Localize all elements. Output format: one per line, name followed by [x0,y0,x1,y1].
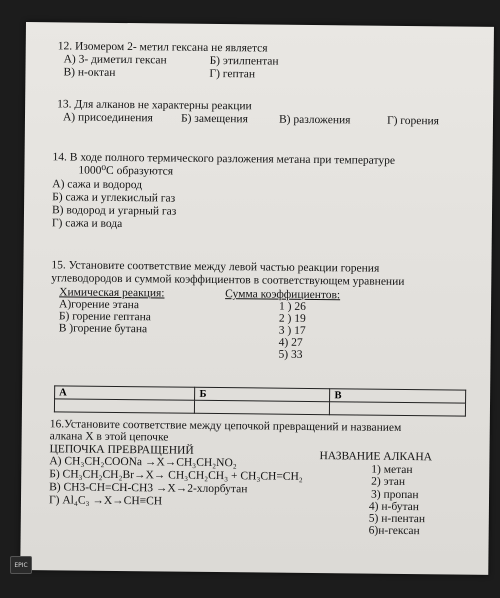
reaction-column-header: Химическая реакция: [59,286,165,300]
reaction-item: В )горение бутана [58,322,148,336]
answer-header-a: А [55,386,196,400]
question-14-option-a: А) сажа и водород [52,178,143,192]
answer-header-b: Б [195,387,330,401]
question-12-title: 12. Изомером 2- метил гексана не является [57,40,268,55]
sum-item: 5) 33 [278,348,303,361]
answer-cell-b[interactable] [195,400,330,414]
question-12-option-g: Г) гептан [209,67,256,81]
question-13-option-a: А) присоединения [62,111,153,125]
question-12-option-v: В) н-октан [63,66,116,79]
alkane-item: 1) метан [371,463,413,477]
question-13-option-v: В) разложения [278,113,351,127]
answer-table [54,385,466,416]
question-16-title-line2: алкана Х в этой цепочке [49,430,169,444]
question-15-title: 15. Установите соответствие между левой частью реакции горения [51,259,380,275]
sum-column-header: Сумма коэффициентов: [225,288,341,302]
alkane-item: 6)н-гексан [368,524,420,538]
question-12-option-a: А) 3- диметил гексан [63,53,167,67]
question-14-option-g: Г) сажа и вода [51,217,123,231]
chain-item: Б) CH₃CH₂CH₂Br→X→ CH₃CH₂CH₃ + CH₃CH=CH₂ [49,468,303,483]
answer-cell-a[interactable] [54,399,195,413]
reaction-item: Б) горение гептана [58,310,151,324]
question-14-title: 14. В ходе полного термического разложения метана при температуре [52,151,396,167]
sum-item: 1 ) 26 [278,300,306,313]
alkane-item: 2) этан [371,475,406,488]
sum-item: 3 ) 17 [278,324,306,337]
chain-column-header: ЦЕПОЧКА ПРЕВРАЩЕНИЙ [49,443,194,457]
sum-item: 4) 27 [278,336,303,349]
alkane-item: 3) пропан [371,488,419,502]
question-13-title: 13. Для алканов не характерны реакции [57,98,252,113]
worksheet-page [20,22,494,575]
chain-item: А) CH₃CH₂COONa →X→CH₃CH₂NO₂ [49,455,237,470]
reaction-item: А)горение этана [58,298,140,312]
alkane-column-header: НАЗВАНИЕ АЛКАНА [319,450,433,464]
question-14-title-line2: 1000⁰С образуются [78,164,174,178]
answer-cell-v[interactable] [330,402,466,416]
question-16-title: 16.Установите соответствие между цепочкой превращений и названием [49,418,402,434]
alkane-item: 5) н-пентан [368,512,426,526]
answer-header-v: В [330,389,466,403]
question-14-option-b: Б) сажа и углекислый газ [52,191,176,205]
question-13-option-b: Б) замещения [180,112,248,126]
chain-item: В) CH3-CH=CH-CH3 →X→2-хлорбутан [49,481,248,496]
chain-item: Г) Al₄C₃ →X→CH≡CH [48,494,163,508]
question-14-option-v: В) водород и угарный газ [51,204,177,218]
alkane-item: 4) н-бутан [368,500,420,514]
app-logo-badge: EPIC [10,556,32,574]
question-13-option-g: Г) горения [386,114,440,128]
question-12-option-b: Б) этилпентан [209,54,279,68]
sum-item: 2 ) 19 [278,312,306,325]
question-15-title-line2: углеводородов и суммой коэффициентов в соответствующем уравнении [51,272,405,288]
